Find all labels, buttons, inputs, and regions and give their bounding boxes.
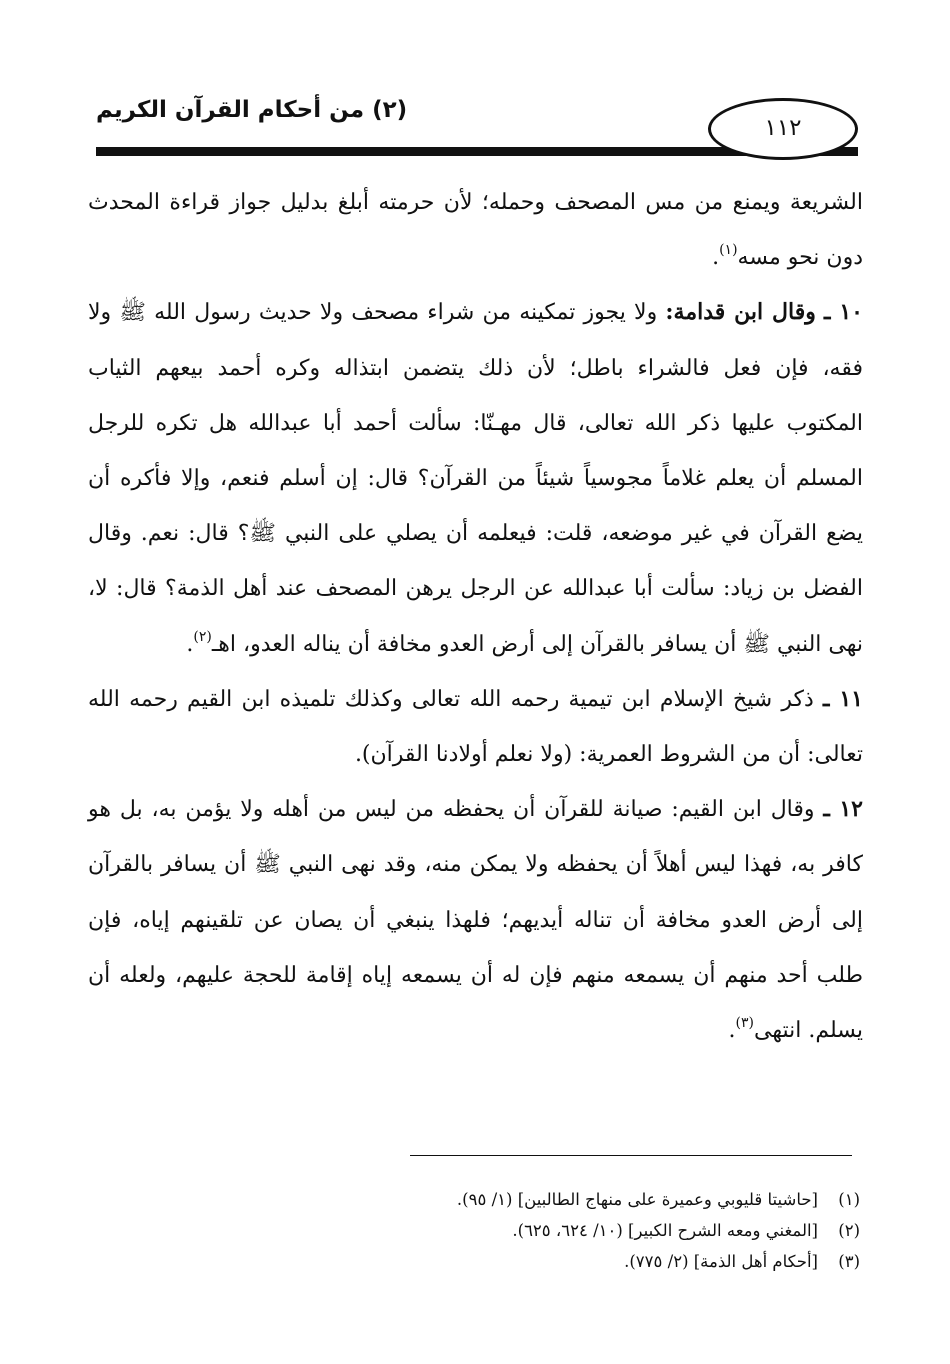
paragraph: [88, 672, 863, 782]
paragraph-text: وقال ابن القيم: صيانة للقرآن أن يحفظه من ليس من أهله ولا يؤمن به، بل هو كافر به، فهذا ليس أهلاً أن يحفظه ولا يمكن منه، وقد نهى النبي ﷺ أن يسافر بالقرآن إلى أرض العدو مخافة أن تناله أيديهم؛ فلهذا ينبغي أن يصان عن تلقينهم إياه، فإن طلب أحد منهم أن يسمعه منهم فإن له أن يسمعه إياه إقامة للحجة عليهم، ولعله أن يسلم. انتهى: [88, 797, 863, 1044]
paragraph-tail: .: [728, 1018, 736, 1044]
paragraph-text: ذكر شيخ الإسلام ابن تيمية رحمه الله تعالى وكذلك تلميذه ابن القيم رحمه الله تعالى: أن من الشروط العمرية: (ولا نعلم أولادنا القرآن).: [88, 686, 863, 768]
page-number-badge: [708, 98, 858, 160]
footnote: [300, 1184, 860, 1215]
paragraph-number: ١٠ ـ: [824, 299, 863, 326]
footnote-ref: (٢): [193, 628, 212, 645]
paragraph: [88, 175, 863, 285]
running-title: (٢) من أحكام القرآن الكريم: [96, 97, 408, 123]
footnote-ref: (٣): [735, 1015, 754, 1032]
footnote-text: [حاشيتا قليوبي وعميرة على منهاج الطالبين] (١/ ٩٥).: [456, 1190, 818, 1209]
main-text: [88, 175, 863, 1058]
paragraph-text: ولا يجوز تمكينه من شراء مصحف ولا حديث رسول الله ﷺ ولا فقه، فإن فعل فالشراء باطل؛ لأن ذلك يتضمن ابتذاله وكره أحمد بيعهم الثياب المكتوب عليها ذكر الله تعالى، قال مهـنّا: سألت أحمد أبا عبدالله هل تكره للرجل المسلم أن يعلم غلاماً مجوسياً شيئاً من القرآن؟ قال: إن أسلم فنعم، وإلا فأكره أن يضع القرآن في غير موضعه، قلت: فيعلمه أن يصلي على النبي ﷺ؟ قال: نعم. وقال الفضل بن زياد: سألت أبا عبدالله عن الرجل يرهن المصحف عند أهل الذمة؟ قال: لا، نهى النبي ﷺ أن يسافر بالقرآن إلى أرض العدو مخافة أن يناله العدو، اهـ: [88, 300, 863, 657]
footnote-divider: [410, 1155, 852, 1156]
footnote: [300, 1215, 860, 1246]
footnote: [300, 1246, 860, 1277]
footnote-text: [المغني ومعه الشرح الكبير] (١٠/ ٦٢٤، ٦٢٥).: [512, 1221, 818, 1240]
paragraph-number: ١٢ ـ: [823, 796, 863, 823]
paragraph-number: ١١ ـ: [823, 685, 863, 712]
paragraph-text: الشريعة ويمنع من مس المصحف وحمله؛ لأن حرمته أبلغ بدليل جواز قراءة المحدث دون نحو مسه: [88, 190, 863, 271]
paragraph: [88, 285, 863, 671]
paragraph-tail: .: [712, 245, 720, 271]
page-header: [0, 0, 950, 170]
paragraph: [88, 782, 863, 1058]
footnote-number: (٢): [838, 1221, 860, 1240]
paragraph-lead: وقال ابن قدامة:: [665, 299, 816, 326]
footnotes: [300, 1184, 860, 1277]
footnote-text: [أحكام أهل الذمة] (٢/ ٧٧٥).: [624, 1252, 818, 1271]
paragraph-tail: .: [186, 631, 194, 657]
page-number: ١١٢: [764, 115, 802, 141]
footnote-ref: (١): [719, 242, 738, 259]
footnote-number: (١): [838, 1190, 860, 1209]
footnote-number: (٣): [838, 1252, 860, 1271]
